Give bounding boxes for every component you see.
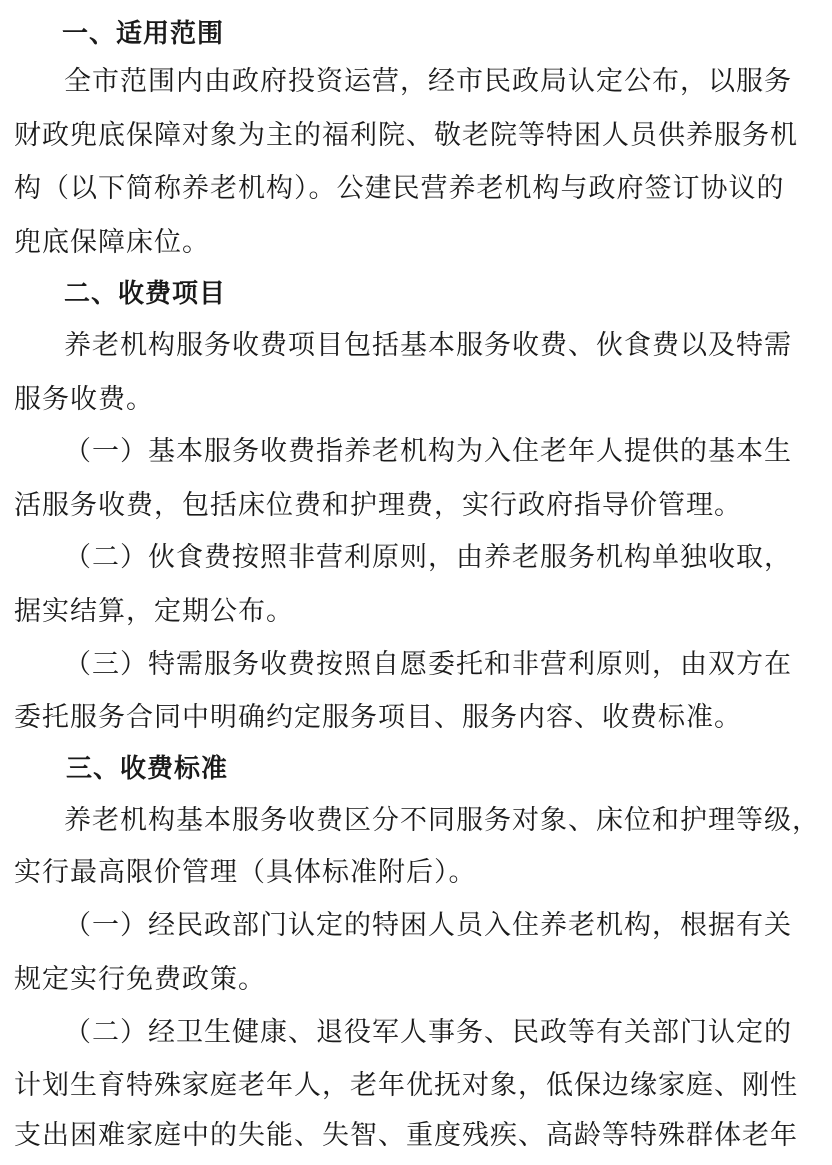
paragraph-line: 活服务收费，包括床位费和护理费，实行政府指导价管理。 [14,490,742,521]
paragraph-line: 兜底保障床位。 [14,227,210,258]
paragraph-line: 实行最高限价管理（具体标准附后）。 [14,857,477,888]
paragraph-line: 委托服务合同中明确约定服务项目、服务内容、收费标准。 [14,702,742,733]
paragraph-line: 支出困难家庭中的失能、失智、重度残疾、高龄等特殊群体老年 [14,1120,798,1151]
paragraph-line: （二）经卫生健康、退役军人事务、民政等有关部门认定的 [64,1017,792,1048]
paragraph-line: 规定实行免费政策。 [14,964,266,995]
paragraph-line: （三）特需服务收费按照自愿委托和非营利原则，由双方在 [64,649,792,680]
paragraph-line: （二）伙食费按照非营利原则，由养老服务机构单独收取， [64,542,792,573]
section-heading-items: 二、收费项目 [64,279,227,309]
paragraph-line: 全市范围内由政府投资运营，经市民政局认定公布，以服务 [64,66,792,97]
paragraph-line: 构（以下简称养老机构）。公建民营养老机构与政府签订协议的 [14,173,785,204]
paragraph-line: 养老机构基本服务收费区分不同服务对象、床位和护理等级， [64,805,820,836]
paragraph-line: 据实结算，定期公布。 [14,596,294,627]
paragraph-line: （一）基本服务收费指养老机构为入住老年人提供的基本生 [64,436,792,467]
paragraph-line: 计划生育特殊家庭老年人，老年优抚对象，低保边缘家庭、刚性 [14,1070,798,1101]
paragraph-line: 服务收费。 [14,384,154,415]
paragraph-line: 养老机构服务收费项目包括基本服务收费、伙食费以及特需 [64,330,792,361]
section-heading-scope: 一、适用范围 [62,19,225,49]
paragraph-line: 财政兜底保障对象为主的福利院、敬老院等特困人员供养服务机 [14,120,798,151]
section-heading-standards: 三、收费标准 [66,754,229,784]
paragraph-line: （一）经民政部门认定的特困人员入住养老机构，根据有关 [64,910,792,941]
